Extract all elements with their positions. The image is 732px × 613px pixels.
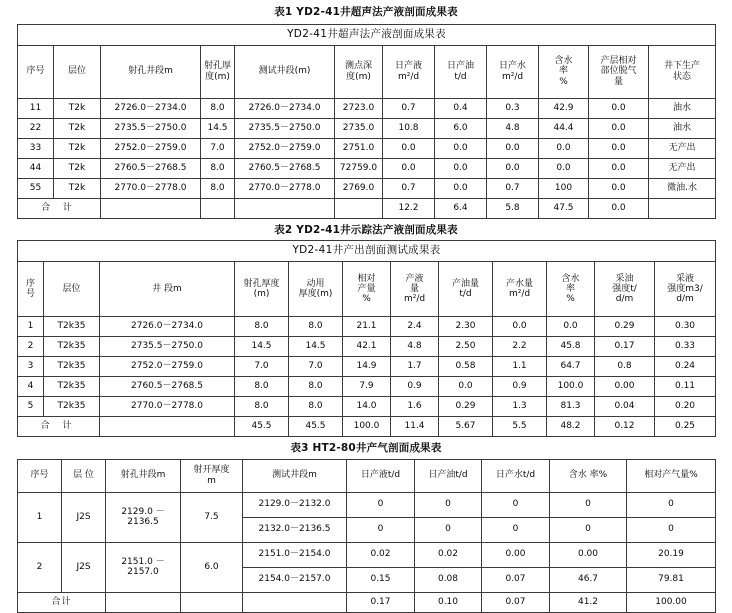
table-row	[18, 158, 716, 178]
cell-zone: T2k35	[44, 337, 100, 357]
cell-water-production: 1.1	[493, 357, 547, 377]
cell-open-thickness: 7.5	[181, 492, 243, 542]
cell-water-cut: 100.0	[547, 377, 595, 397]
cell-daily-oil: 0	[415, 517, 482, 542]
table-1-caption-row	[18, 24, 716, 45]
th-perforation-interval: 射孔井段m	[106, 459, 181, 492]
cell-well-interval: 2735.5－2750.0	[100, 337, 235, 357]
total-test-interval	[243, 592, 347, 612]
cell-daily-oil: 0.4	[435, 98, 487, 118]
cell-water-cut: 46.7	[550, 567, 627, 592]
cell-oil-intensity: 0.04	[595, 397, 655, 417]
table-1-figure-label: 表1 YD2-41井超声法产液剖面成果表	[274, 6, 458, 18]
cell-seq: 33	[18, 138, 54, 158]
table-row	[18, 397, 716, 417]
cell-relative-degas: 0.0	[589, 138, 649, 158]
cell-test-interval: 2151.0－2154.0	[243, 542, 347, 567]
cell-zone: J2S	[62, 542, 106, 592]
cell-water-cut: 44.4	[539, 118, 589, 138]
table-1-header-row	[18, 45, 716, 98]
cell-perforation-interval: 2129.0 － 2136.5	[106, 492, 181, 542]
table-row	[18, 492, 716, 517]
cell-zone: J2S	[62, 492, 106, 542]
table-row	[18, 317, 716, 337]
total-open-thickness	[181, 592, 243, 612]
th-well-interval: 井 段m	[100, 262, 235, 317]
total-oil-intensity: 0.12	[595, 417, 655, 437]
cell-zone: T2k	[54, 178, 101, 198]
cell-downhole-status: 油水	[649, 98, 716, 118]
th-water-cut: 含水 率 %	[539, 45, 589, 98]
cell-perforation-interval: 2726.0－2734.0	[101, 98, 201, 118]
cell-daily-water: 0.00	[482, 542, 550, 567]
cell-water-cut: 64.7	[547, 357, 595, 377]
total-perforation-interval	[101, 198, 201, 218]
cell-water-cut: 100	[539, 178, 589, 198]
th-test-interval: 测试井段m	[243, 459, 347, 492]
cell-perforation-interval: 2151.0 － 2157.0	[106, 542, 181, 592]
cell-perforation-thickness: 8.0	[235, 317, 289, 337]
cell-zone: T2k35	[44, 397, 100, 417]
cell-liquid-intensity: 0.24	[655, 357, 716, 377]
cell-water-cut: 0	[550, 517, 627, 542]
cell-daily-water: 4.8	[487, 118, 539, 138]
cell-zone: T2k	[54, 138, 101, 158]
table-3-figure-label: 表3 HT2-80井产气剖面成果表	[290, 442, 442, 454]
th-daily-liquid: 日产液t/d	[347, 459, 415, 492]
cell-test-interval: 2752.0－2759.0	[235, 138, 335, 158]
cell-perforation-thickness: 8.0	[201, 178, 235, 198]
cell-relative-gas: 0	[627, 492, 716, 517]
cell-relative-gas: 79.81	[627, 567, 716, 592]
cell-oil-production: 0.29	[439, 397, 493, 417]
cell-daily-liquid: 0.0	[383, 138, 435, 158]
table-row	[18, 98, 716, 118]
cell-relative-degas: 0.0	[589, 178, 649, 198]
cell-relative-production: 7.9	[343, 377, 391, 397]
cell-test-interval: 2726.0－2734.0	[235, 98, 335, 118]
total-measure-depth	[335, 198, 383, 218]
cell-effective-thickness: 8.0	[289, 397, 343, 417]
cell-effective-thickness: 14.5	[289, 337, 343, 357]
cell-perforation-thickness: 8.0	[201, 98, 235, 118]
cell-downhole-status: 无产出	[649, 158, 716, 178]
cell-liquid-production: 0.9	[391, 377, 439, 397]
cell-daily-water: 0	[482, 492, 550, 517]
total-relative-degas: 0.0	[589, 198, 649, 218]
cell-water-production: 1.3	[493, 397, 547, 417]
cell-well-interval: 2752.0－2759.0	[100, 357, 235, 377]
th-daily-liquid: 日产液 m²/d	[383, 45, 435, 98]
table-2-total-row	[18, 417, 716, 437]
cell-measure-depth: 72759.0	[335, 158, 383, 178]
cell-daily-liquid: 0.0	[383, 158, 435, 178]
total-label: 合计	[18, 592, 106, 612]
total-water-cut: 47.5	[539, 198, 589, 218]
th-perforation-thickness: 射孔厚度 (m)	[235, 262, 289, 317]
cell-oil-production: 2.50	[439, 337, 493, 357]
cell-seq: 22	[18, 118, 54, 138]
table-2-header-row	[18, 262, 716, 317]
cell-perforation-interval: 2770.0－2778.0	[101, 178, 201, 198]
cell-effective-thickness: 7.0	[289, 357, 343, 377]
cell-perforation-thickness: 8.0	[201, 158, 235, 178]
cell-water-cut: 0.0	[539, 158, 589, 178]
cell-relative-production: 14.9	[343, 357, 391, 377]
cell-downhole-status: 无产出	[649, 138, 716, 158]
cell-seq: 5	[18, 397, 44, 417]
cell-seq: 2	[18, 337, 44, 357]
th-relative-degas: 产层相对 部位脱气 量	[589, 45, 649, 98]
cell-test-interval: 2132.0－2136.5	[243, 517, 347, 542]
table-row	[18, 178, 716, 198]
cell-liquid-production: 1.6	[391, 397, 439, 417]
th-zone: 层位	[54, 45, 101, 98]
cell-liquid-production: 4.8	[391, 337, 439, 357]
cell-seq: 3	[18, 357, 44, 377]
th-liquid-production: 产液 量 m²/d	[391, 262, 439, 317]
th-perforation-thickness: 射孔厚 度(m)	[201, 45, 235, 98]
cell-daily-water: 0.7	[487, 178, 539, 198]
table-row	[18, 118, 716, 138]
total-test-interval	[235, 198, 335, 218]
total-daily-water: 5.8	[487, 198, 539, 218]
cell-zone: T2k35	[44, 317, 100, 337]
cell-seq: 1	[18, 492, 62, 542]
cell-downhole-status: 微油.水	[649, 178, 716, 198]
total-perforation-thickness	[201, 198, 235, 218]
th-water-production: 产水量 m²/d	[493, 262, 547, 317]
cell-daily-oil: 0.0	[435, 138, 487, 158]
cell-perforation-thickness: 7.0	[201, 138, 235, 158]
total-relative-production: 100.0	[343, 417, 391, 437]
cell-seq: 2	[18, 542, 62, 592]
table-3	[17, 459, 716, 613]
th-measure-depth: 测点深 度(m)	[335, 45, 383, 98]
cell-zone: T2k	[54, 118, 101, 138]
cell-perforation-interval: 2752.0－2759.0	[101, 138, 201, 158]
th-test-interval: 测试井段(m)	[235, 45, 335, 98]
cell-daily-oil: 0.0	[435, 178, 487, 198]
th-daily-water: 日产水 m²/d	[487, 45, 539, 98]
cell-daily-water: 0.0	[487, 138, 539, 158]
table-2-caption-row	[18, 241, 716, 262]
cell-daily-liquid: 10.8	[383, 118, 435, 138]
cell-water-cut: 0	[550, 492, 627, 517]
cell-test-interval: 2154.0－2157.0	[243, 567, 347, 592]
cell-downhole-status: 油水	[649, 118, 716, 138]
total-label: 合 计	[18, 417, 100, 437]
th-water-cut: 含水 率%	[550, 459, 627, 492]
th-daily-water: 日产水t/d	[482, 459, 550, 492]
cell-liquid-intensity: 0.33	[655, 337, 716, 357]
table-2-figure-label: 表2 YD2-41井示踪法产液剖面成果表	[274, 223, 458, 236]
th-effective-thickness: 动用 厚度(m)	[289, 262, 343, 317]
total-perforation-interval	[106, 592, 181, 612]
cell-zone: T2k	[54, 98, 101, 118]
cell-effective-thickness: 8.0	[289, 317, 343, 337]
th-daily-oil: 日产油t/d	[415, 459, 482, 492]
table-3-header-row	[18, 459, 716, 492]
total-water-cut: 41.2	[550, 592, 627, 612]
cell-daily-liquid: 0.15	[347, 567, 415, 592]
cell-liquid-intensity: 0.30	[655, 317, 716, 337]
total-daily-oil: 6.4	[435, 198, 487, 218]
cell-relative-production: 14.0	[343, 397, 391, 417]
th-perforation-interval: 射孔井段m	[101, 45, 201, 98]
total-daily-liquid: 0.17	[347, 592, 415, 612]
cell-liquid-production: 2.4	[391, 317, 439, 337]
table-row	[18, 138, 716, 158]
cell-measure-depth: 2723.0	[335, 98, 383, 118]
th-downhole-status: 井下生产 状态	[649, 45, 716, 98]
cell-zone: T2k35	[44, 357, 100, 377]
total-oil-production: 5.67	[439, 417, 493, 437]
cell-daily-water: 0	[482, 517, 550, 542]
cell-seq: 1	[18, 317, 44, 337]
cell-water-cut: 42.9	[539, 98, 589, 118]
table-row	[18, 377, 716, 397]
cell-seq: 4	[18, 377, 44, 397]
cell-water-cut: 81.3	[547, 397, 595, 417]
cell-daily-liquid: 0.7	[383, 178, 435, 198]
total-daily-water: 0.07	[482, 592, 550, 612]
th-open-thickness: 射开厚度 m	[181, 459, 243, 492]
cell-daily-liquid: 0.7	[383, 98, 435, 118]
total-effective-thickness: 45.5	[289, 417, 343, 437]
cell-water-production: 2.2	[493, 337, 547, 357]
total-downhole-status	[649, 198, 716, 218]
cell-liquid-intensity: 0.11	[655, 377, 716, 397]
cell-relative-production: 42.1	[343, 337, 391, 357]
cell-oil-intensity: 0.8	[595, 357, 655, 377]
th-seq: 序号	[18, 459, 62, 492]
total-water-cut: 48.2	[547, 417, 595, 437]
cell-water-cut: 0.0	[539, 138, 589, 158]
cell-test-interval: 2129.0－2132.0	[243, 492, 347, 517]
cell-oil-production: 0.0	[439, 377, 493, 397]
table-1-total-row	[18, 198, 716, 218]
cell-daily-oil: 6.0	[435, 118, 487, 138]
cell-perforation-interval: 2760.5－2768.5	[101, 158, 201, 178]
cell-daily-water: 0.0	[487, 158, 539, 178]
total-label: 合 计	[18, 198, 101, 218]
cell-liquid-production: 1.7	[391, 357, 439, 377]
cell-daily-liquid: 0	[347, 492, 415, 517]
cell-perforation-thickness: 8.0	[235, 397, 289, 417]
cell-effective-thickness: 8.0	[289, 377, 343, 397]
cell-daily-water: 0.07	[482, 567, 550, 592]
table-2	[17, 240, 716, 437]
cell-water-cut: 0.0	[547, 317, 595, 337]
cell-relative-degas: 0.0	[589, 98, 649, 118]
th-relative-gas: 相对产气量%	[627, 459, 716, 492]
table-row	[18, 542, 716, 567]
cell-water-production: 0.9	[493, 377, 547, 397]
cell-water-production: 0.0	[493, 317, 547, 337]
cell-perforation-thickness: 8.0	[235, 377, 289, 397]
cell-daily-water: 0.3	[487, 98, 539, 118]
cell-open-thickness: 6.0	[181, 542, 243, 592]
cell-liquid-intensity: 0.20	[655, 397, 716, 417]
cell-water-cut: 45.8	[547, 337, 595, 357]
cell-relative-gas: 20.19	[627, 542, 716, 567]
cell-seq: 44	[18, 158, 54, 178]
cell-water-cut: 0.00	[550, 542, 627, 567]
cell-relative-gas: 0	[627, 517, 716, 542]
total-liquid-production: 11.4	[391, 417, 439, 437]
cell-zone: T2k	[54, 158, 101, 178]
cell-daily-oil: 0	[415, 492, 482, 517]
cell-measure-depth: 2735.0	[335, 118, 383, 138]
table-row	[18, 337, 716, 357]
total-perforation-thickness: 45.5	[235, 417, 289, 437]
table-row	[18, 357, 716, 377]
cell-daily-oil: 0.08	[415, 567, 482, 592]
cell-test-interval: 2760.5－2768.5	[235, 158, 335, 178]
cell-seq: 11	[18, 98, 54, 118]
cell-perforation-thickness: 14.5	[235, 337, 289, 357]
cell-daily-oil: 0.02	[415, 542, 482, 567]
table-3-total-row	[18, 592, 716, 612]
total-water-production: 5.5	[493, 417, 547, 437]
th-relative-production: 相对 产量 %	[343, 262, 391, 317]
cell-zone: T2k35	[44, 377, 100, 397]
cell-well-interval: 2760.5－2768.5	[100, 377, 235, 397]
cell-relative-degas: 0.0	[589, 118, 649, 138]
cell-daily-liquid: 0	[347, 517, 415, 542]
cell-oil-intensity: 0.29	[595, 317, 655, 337]
total-relative-gas: 100.00	[627, 592, 716, 612]
cell-perforation-thickness: 14.5	[201, 118, 235, 138]
cell-oil-intensity: 0.00	[595, 377, 655, 397]
th-seq: 序号	[18, 45, 54, 98]
total-daily-oil: 0.10	[415, 592, 482, 612]
cell-perforation-thickness: 7.0	[235, 357, 289, 377]
total-daily-liquid: 12.2	[383, 198, 435, 218]
cell-seq: 55	[18, 178, 54, 198]
table-1-caption: YD2-41井超声法产液剖面成果表	[18, 24, 716, 45]
th-seq: 序 号	[18, 262, 44, 317]
th-water-cut: 含水 率 %	[547, 262, 595, 317]
total-liquid-intensity: 0.25	[655, 417, 716, 437]
cell-perforation-interval: 2735.5－2750.0	[101, 118, 201, 138]
total-well-interval	[100, 417, 235, 437]
cell-test-interval: 2770.0－2778.0	[235, 178, 335, 198]
th-oil-intensity: 采油 强度t/ d/m	[595, 262, 655, 317]
table-2-caption: YD2-41井产出剖面测试成果表	[18, 241, 716, 262]
cell-test-interval: 2735.5－2750.0	[235, 118, 335, 138]
cell-well-interval: 2726.0－2734.0	[100, 317, 235, 337]
table-1	[17, 24, 716, 219]
cell-relative-degas: 0.0	[589, 158, 649, 178]
th-zone: 层位	[44, 262, 100, 317]
th-zone: 层 位	[62, 459, 106, 492]
cell-oil-production: 0.58	[439, 357, 493, 377]
th-daily-oil: 日产油 t/d	[435, 45, 487, 98]
cell-measure-depth: 2751.0	[335, 138, 383, 158]
th-oil-production: 产油量 t/d	[439, 262, 493, 317]
cell-relative-production: 21.1	[343, 317, 391, 337]
cell-well-interval: 2770.0－2778.0	[100, 397, 235, 417]
th-liquid-intensity: 采液 强度m3/ d/m	[655, 262, 716, 317]
cell-oil-production: 2.30	[439, 317, 493, 337]
cell-oil-intensity: 0.17	[595, 337, 655, 357]
cell-daily-oil: 0.0	[435, 158, 487, 178]
cell-measure-depth: 2769.0	[335, 178, 383, 198]
cell-daily-liquid: 0.02	[347, 542, 415, 567]
